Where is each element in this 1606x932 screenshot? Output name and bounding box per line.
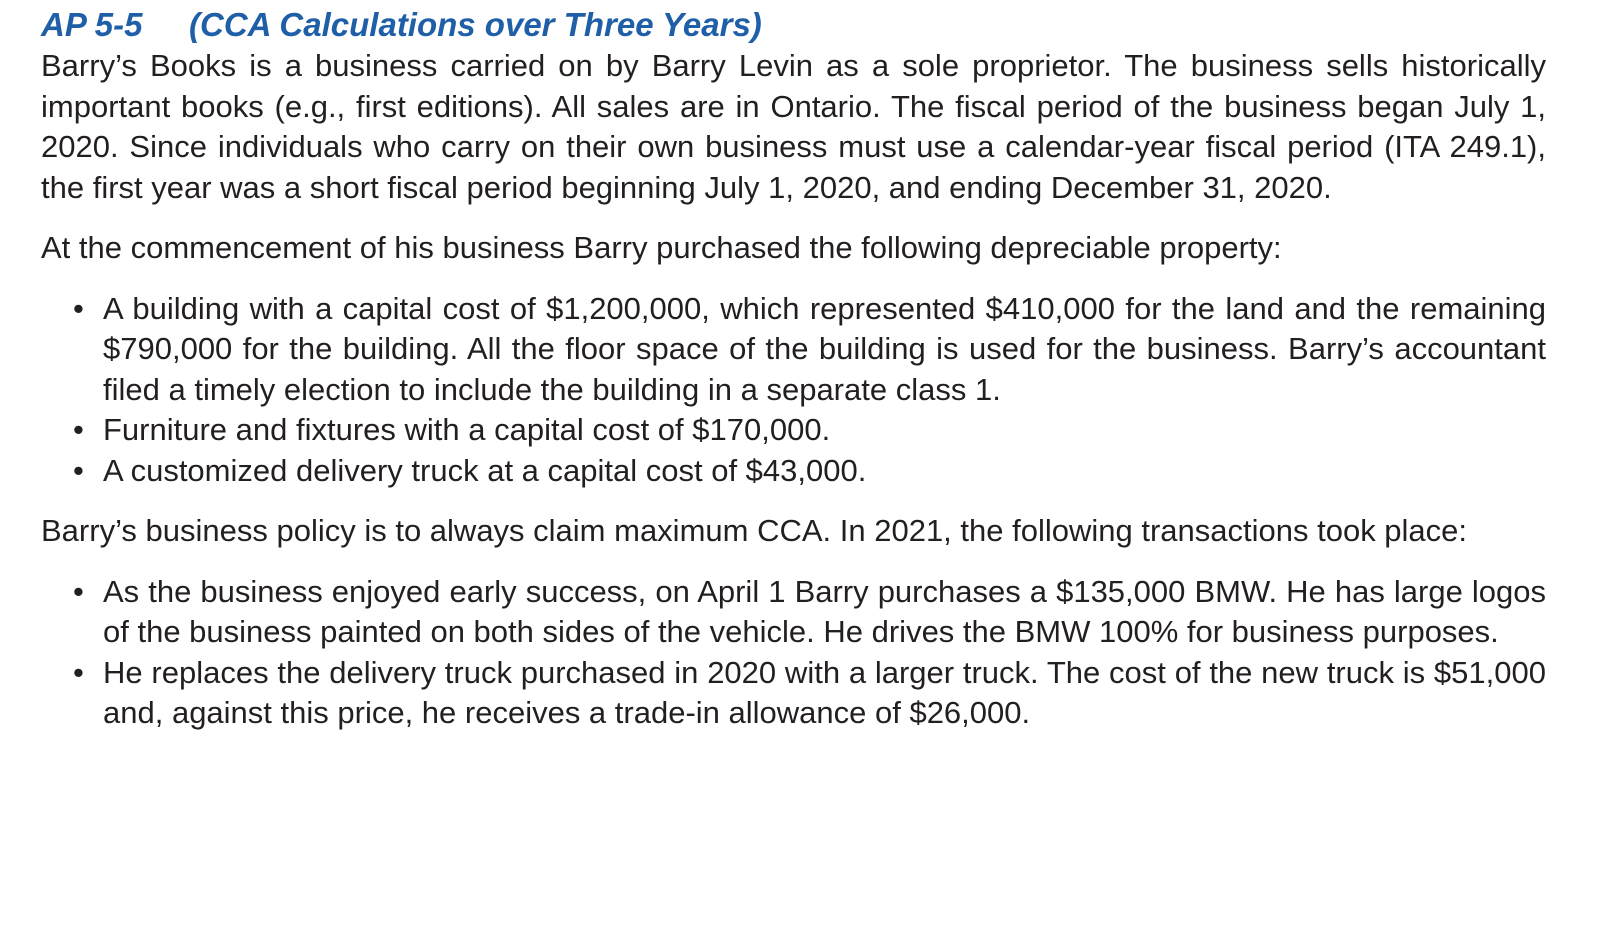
list-item — [73, 653, 1546, 734]
list-item-text: A customized delivery truck at a capital cost of $43,000. — [103, 452, 867, 488]
bullet-icon: • — [73, 412, 84, 447]
bullet-icon: • — [73, 573, 84, 609]
list-item — [73, 451, 1546, 492]
problem-heading — [41, 4, 1546, 46]
intro-paragraph: Barry’s Books is a business carried on by Barry Levin as a sole proprietor. The business sells historically important books (e.g., first editions). All sales are in Ontario. The fiscal period of the business began July 1, 2020. Since individuals who carry on their own business must use a calendar-year fiscal period (ITA 249.1), the first year was a short fiscal period beginning July 1, 2020, and ending December 31, 2020. — [41, 48, 1546, 205]
list-item — [73, 289, 1546, 411]
list-item-text: A building with a capital cost of $1,200,000, which represented $410,000 for the land and the remaining $790,000 for the building. All the floor space of the building is used for the business. Barry’s accountant filed a timely election to include the building in a separate class 1. — [103, 290, 1546, 407]
list-item-text: Furniture and fixtures with a capital cost of $170,000. — [103, 412, 831, 447]
bullet-icon: • — [73, 290, 84, 326]
list-item — [73, 572, 1546, 653]
transactions-list — [41, 572, 1546, 734]
bullet-icon: • — [73, 452, 84, 488]
problem-title: (CCA Calculations over Three Years) — [189, 6, 762, 43]
list-item — [73, 410, 1546, 451]
purchases-paragraph: At the commencement of his business Barry purchased the following depreciable property: — [41, 230, 1282, 265]
list-item-text: As the business enjoyed early success, on April 1 Barry purchases a $135,000 BMW. He has large logos of the business painted on both sides of the vehicle. He drives the BMW 100% for business purposes. — [103, 573, 1546, 649]
bullet-icon: • — [73, 654, 84, 690]
list-item-text: He replaces the delivery truck purchased in 2020 with a larger truck. The cost of the new truck is $51,000 and, against this price, he receives a trade-in allowance of $26,000. — [103, 654, 1546, 730]
problem-number: AP 5-5 — [41, 6, 143, 43]
purchases-list — [41, 289, 1546, 492]
policy-paragraph: Barry’s business policy is to always claim maximum CCA. In 2021, the following transactions took place: — [41, 513, 1468, 548]
